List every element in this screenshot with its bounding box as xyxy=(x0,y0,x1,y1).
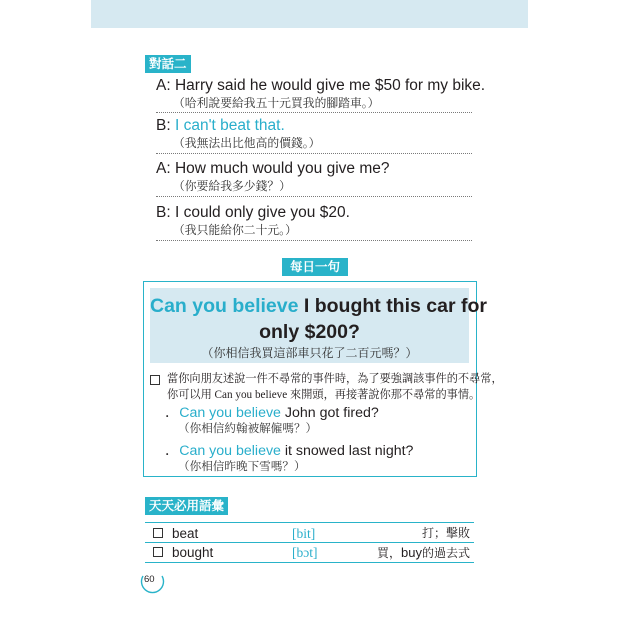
meaning-prefix: 買， xyxy=(377,546,402,560)
page-number: 60 xyxy=(144,574,155,585)
dialogue-text: I could only give you $20. xyxy=(174,204,350,221)
dialogue-line-1 xyxy=(156,76,485,96)
phrase-rest: I bought this car for xyxy=(298,295,487,317)
vocab-ipa: [bɔt] xyxy=(292,545,318,560)
divider xyxy=(156,240,472,241)
dialogue-line-3 xyxy=(156,159,390,179)
phrase-highlight: Can you believe xyxy=(150,295,299,317)
meaning-suffix: 的過去式 xyxy=(421,546,470,560)
dialogue-text: Harry said he would give me $50 for my bike. xyxy=(174,77,486,94)
vocab-tag: 天天必用語彙 xyxy=(145,497,228,515)
example-translation-2: （你相信昨晚下雪嗎？） xyxy=(178,459,306,473)
speaker-label: B: xyxy=(156,117,171,134)
phrase-line-2: only $200? xyxy=(259,321,360,343)
vocab-top-rule xyxy=(145,522,474,523)
example-highlight: Can you believe xyxy=(179,443,281,459)
example-highlight: Can you believe xyxy=(179,405,281,421)
phrase-header xyxy=(150,288,487,363)
dialogue-text: How much would you give me? xyxy=(174,160,390,177)
vocab-checkbox-icon[interactable] xyxy=(153,547,163,557)
dialogue-line-2 xyxy=(156,116,285,136)
bullet: ． xyxy=(165,405,180,421)
speaker-label: A: xyxy=(156,160,171,177)
note-checkbox-icon xyxy=(150,375,160,385)
speaker-label: A: xyxy=(156,77,171,94)
bullet: ． xyxy=(165,443,180,459)
dialogue-translation-2: （我無法出比他高的價錢。） xyxy=(173,136,321,150)
dialogue-text: I can't beat that. xyxy=(174,117,285,134)
phrase-tag: 每日一句 xyxy=(282,258,348,276)
divider xyxy=(156,196,472,197)
dialogue-translation-3: （你要給我多少錢？） xyxy=(173,179,291,193)
vocab-bottom-rule xyxy=(145,562,474,563)
vocab-word: bought xyxy=(172,545,214,560)
example-2 xyxy=(165,442,413,460)
vocab-ipa: [bit] xyxy=(292,526,316,541)
example-rest: John got fired? xyxy=(280,405,379,421)
phrase-line-1 xyxy=(150,293,487,319)
speaker-label: B: xyxy=(156,204,171,221)
dialogue-translation-4: （我只能給你二十元。） xyxy=(173,223,297,237)
example-rest: it snowed last night? xyxy=(280,443,414,459)
header-band xyxy=(91,0,528,28)
vocab-word: beat xyxy=(172,526,199,541)
vocab-meaning xyxy=(377,544,470,562)
divider xyxy=(156,153,472,154)
dialogue-translation-1: （哈利說要給我五十元買我的腳踏車。） xyxy=(173,96,380,110)
dialogue-tag: 對話二 xyxy=(145,55,191,73)
vocab-mid-rule xyxy=(145,542,474,543)
meaning-en: buy xyxy=(401,545,422,560)
note-line-1: 當你向朋友述說一件不尋常的事件時，為了要強調該事件的不尋常， xyxy=(167,373,503,385)
phrase-translation: （你相信我買這部車只花了二百元嗎？） xyxy=(201,346,418,360)
vocab-meaning: 打；擊敗 xyxy=(421,526,470,540)
note-line-2: 你可以用 Can you believe 來開頭，再接著說你那不尋常的事情。 xyxy=(167,389,481,401)
example-translation-1: （你相信約翰被解僱嗎？） xyxy=(178,421,318,435)
divider xyxy=(156,112,472,113)
example-1 xyxy=(165,404,379,422)
vocab-checkbox-icon[interactable] xyxy=(153,528,163,538)
dialogue-line-4 xyxy=(156,203,350,223)
